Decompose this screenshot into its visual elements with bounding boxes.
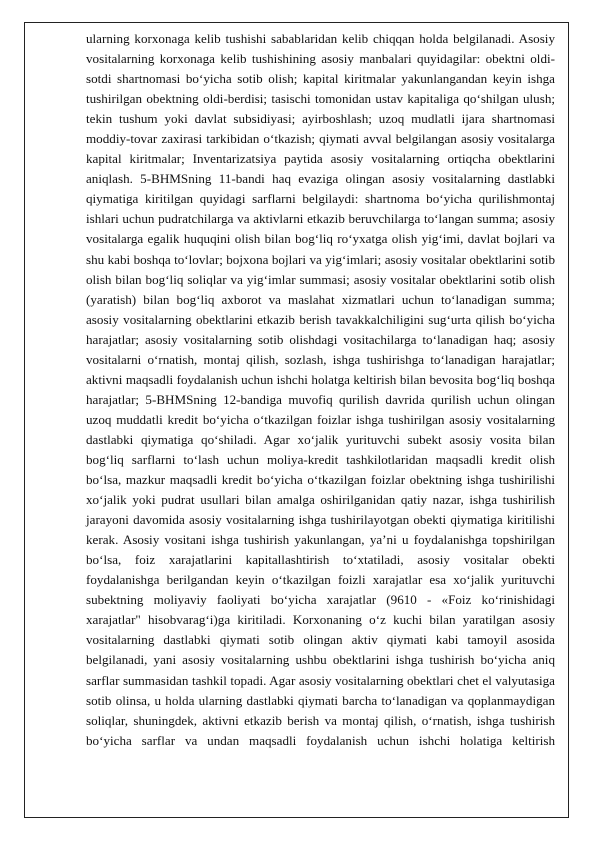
body-paragraph: ularning korxonaga kelib tushishi sabablaridan kelib chiqqan holda belgilanadi. Asosiy vositalarning korxonaga kelib tushishining asosiy manbalari quyidagilar: obektni oldi-sotdi shartnomasi bo‘yicha sotib olish; kapital kiritmalar yakunlangandan keyin ishga tushirilgan obektning oldi-berdisi; tasischi tomonidan ustav kapitaliga qo‘shilgan ulush; tekin tushum yoki davlat subsidiyasi; ayirboshlash; uzoq mudlatli ijara shartnomasi moddiy-tovar zaxirasi tarkibidan o‘tkazish; qiymati avval belgilangan asosiy vositalarga kapital kiritmalar; Inventarizatsiya paytida asosiy vositalarning ortiqcha obektlarini aniqlash. 5-BHMSning 11-bandi haq evaziga olingan asosiy vositalarning dastlabki qiymatiga kiritilgan quyidagi sarflarni belgilaydi: shartnoma bo‘yicha qurilishmontaj ishlari uchun pudratchilarga va aktivlarni etkazib beruvchilarga to‘langan summa; asosiy vositalarga egalik huquqini olish bilan bog‘liq ro‘yxatga olish yig‘imi, davlat bojlari va shu kabi boshqa to‘lovlar; bojxona bojlari va yig‘imlari; asosiy vositalar obektlarini sotib olish bilan bog‘liq soliqlar va yig‘imlar summasi; asosiy vositalar obektlarini sotib olish (yaratish) bilan bog‘liq axborot va maslahat xizmatlari uchun to‘lanadigan summa; asosiy vositalarning obektlarini etkazib berish tavakkalchiligini sug‘urta qilish bo‘yicha harajatlar; asosiy vositalarning sotib olishdagi vositachilarga to‘lanadigan haq; asosiy vositalarni o‘rnatish, montaj qilish, sozlash, ishga tushirishga to‘lanadigan harajatlar; aktivni maqsadli foydalanish uchun ishchi holatga keltirish bilan bevosita bog‘liq boshqa harajatlar; 5-BHMSning 12-bandiga muvofiq qurilish davrida qurilish uchun olingan uzoq muddatli kredit bo‘yicha o‘tkazilgan foizlar ishga tushirilgan asosiy vositalarning dastlabki qiymatiga qo‘shiladi. Agar xo‘jalik yurituvchi subekt asosiy vosita bilan bog‘liq sarflarni to‘lash uchun moliya-kredit tashkilotlaridan maqsadli kredit olish bo‘lsa, mazkur maqsadli kredit bo‘yicha o‘tkazilgan foizlar obektning ishga tushirilishi xo‘jalik yoki pudrat usullari bilan amalga oshirilganidan qatiy nazar, ishga tushirilish jarayoni davomida asosiy vositalarning ishga tushirilayotgan obekti qiymatiga kiritilishi kerak. Asosiy vositani ishga tushirish yakunlangan, ya’ni u foydalanishga topshirilgan bo‘lsa, foiz xarajatlarini kapitallashtirish to‘xtatiladi, asosiy vositalar obekti foydalanishga berilgandan keyin o‘tkazilgan foizli xarajatlar esa xo‘jalik yurituvchi subektning moliyaviy faoliyati bo‘yicha xarajatlar (9610 - «Foiz ko‘rinishidagi xarajatlar" hisobvarag‘i)ga kiritiladi. Korxonaning o‘z kuchi bilan yaratilgan asosiy vositalarning dastlabki qiymati sotib olingan aktiv qiymati kabi tamoyil asosida belgilanadi, yani asosiy vositalarning ushbu obektlarini ishga tushirish bo‘yicha aniq sarflar summasidan tashkil topadi. Agar asosiy vositalarning obektlari chet el valyutasiga sotib olinsa, u holda ularning dastlabki qiymati barcha to‘lanadigan va qoplanmaydigan soliqlar, shuningdek, aktivni etkazib berish va montaj qilish, o‘rnatish, ishga tushirish bo‘yicha sarflar va undan maqsadli foydalanish uchun ishchi holatiga keltirish xyxy=(86,31,555,748)
